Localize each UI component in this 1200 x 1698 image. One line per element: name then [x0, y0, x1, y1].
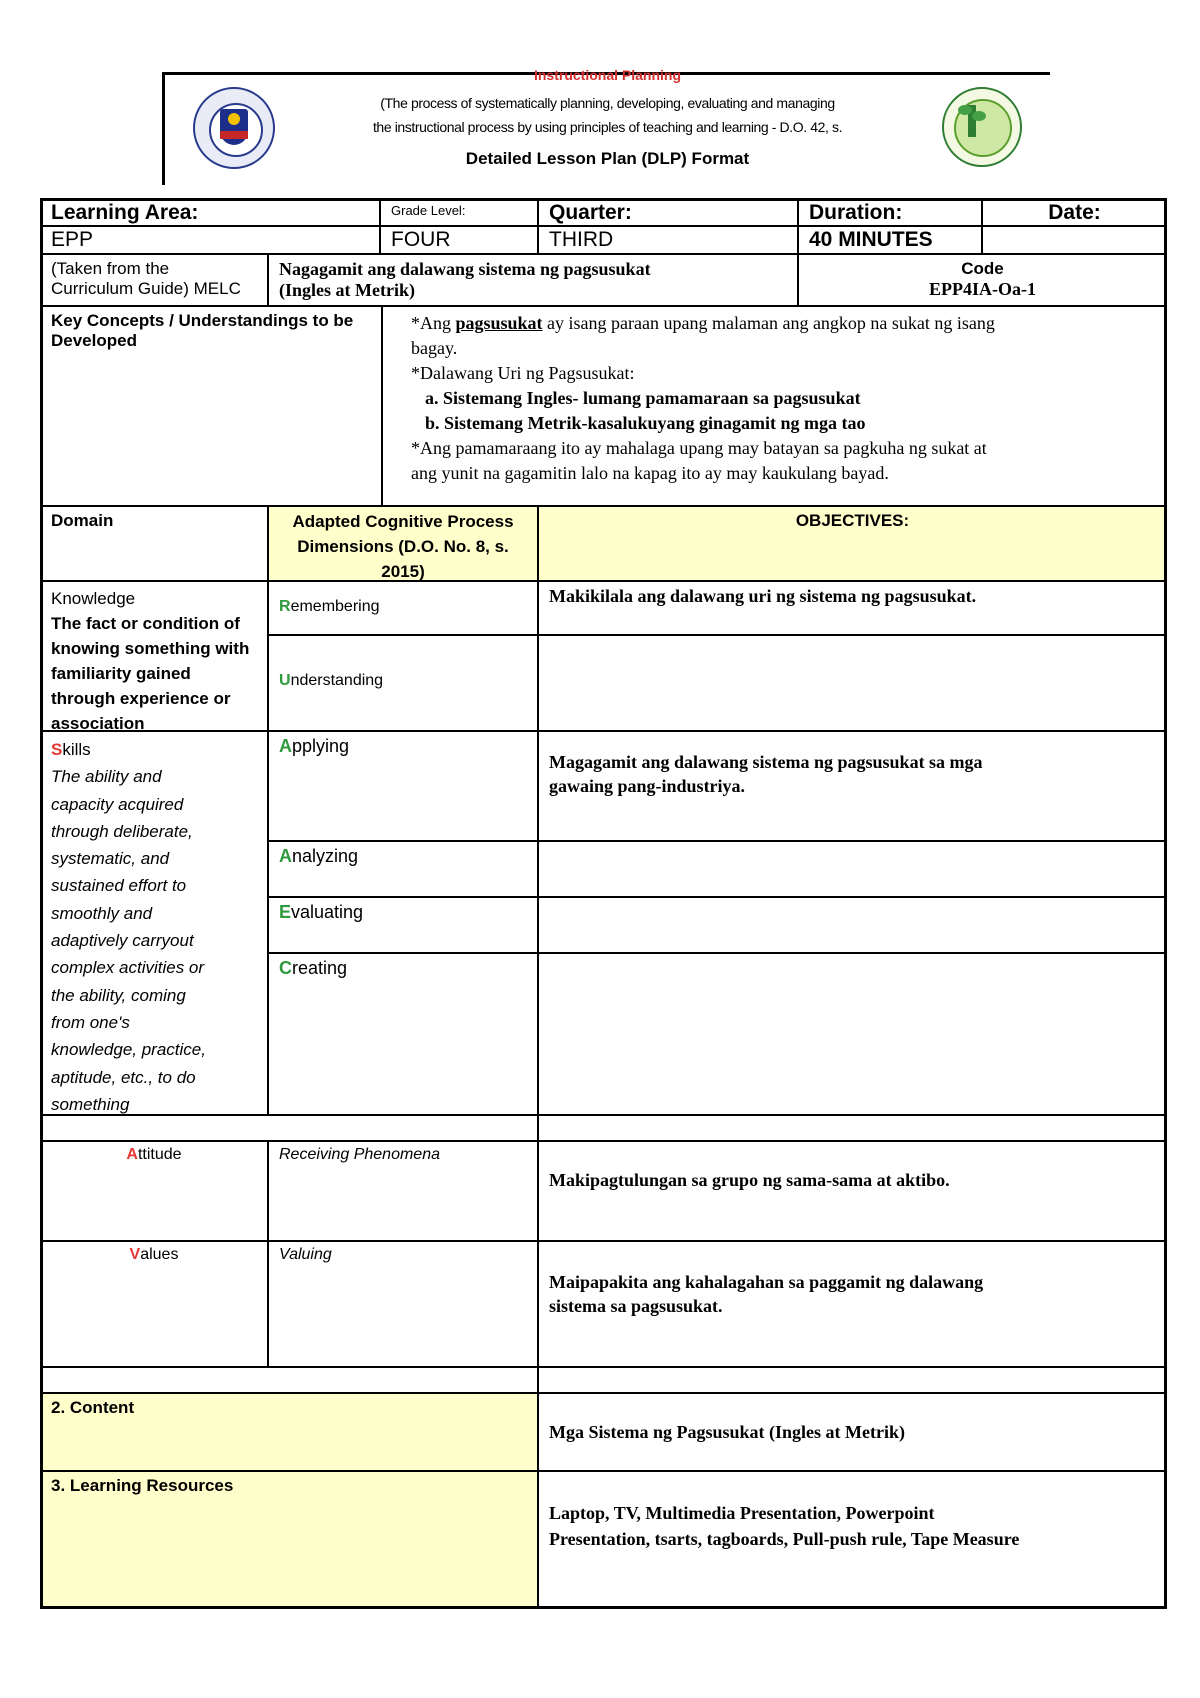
evaluating-cell: [268, 897, 538, 953]
learning-resources-line1: Laptop, TV, Multimedia Presentation, Powerpoint: [549, 1503, 935, 1523]
understanding-label: nderstanding: [290, 672, 384, 689]
spacer-row-2-left: [40, 1367, 538, 1393]
applying-objective-line2: gawaing pang-industriya.: [549, 776, 746, 796]
analyzing-cell: [268, 841, 538, 897]
spacer-row-left: [40, 1115, 538, 1141]
skills-desc-6: smoothly and: [51, 903, 153, 923]
key-concepts-line1-suffix: ay isang paraan upang malaman ang angkop na sukat ng isang: [542, 313, 995, 333]
values-objective: [538, 1241, 1167, 1367]
key-concepts-label-line2: Developed: [51, 331, 137, 350]
creating-objective: [538, 953, 1167, 1115]
values-label: alues: [140, 1246, 179, 1263]
knowledge-desc-4: through experience or: [51, 689, 231, 708]
learning-area-value: EPP: [40, 226, 380, 254]
attitude-objective: Makipagtulungan sa grupo ng sama-sama at aktibo.: [538, 1141, 1167, 1241]
key-concepts-line2: bagay.: [411, 338, 458, 358]
code-value: EPP4IA-Oa-1: [929, 279, 1036, 299]
evaluating-label: valuating: [291, 902, 364, 922]
acpd-header-line2: Dimensions (D.O. No. 8, s.: [297, 537, 509, 556]
attitude-label: ttitude: [137, 1146, 182, 1163]
key-concepts-content: [382, 306, 1167, 506]
values-objective-line1: Maipapakita ang kahalagahan sa paggamit ng dalawang: [549, 1272, 984, 1292]
analyzing-label: nalyzing: [292, 846, 359, 866]
acpd-header-line3: 2015): [381, 562, 425, 581]
code-label: Code: [961, 259, 1004, 278]
learning-resources-value: [538, 1471, 1167, 1609]
knowledge-title: Knowledge: [51, 589, 136, 608]
key-concepts-line3: *Dalawang Uri ng Pagsusukat:: [411, 363, 635, 383]
melc-text-line1: Nagagamit ang dalawang sistema ng pagsusukat: [279, 259, 651, 279]
division-seal-logo: [942, 87, 1022, 167]
skills-desc-2: capacity acquired: [51, 794, 184, 814]
header-description-line2: the instructional process by using principles of teaching and learning - D.O. 42, s.: [372, 119, 843, 135]
applying-objective: [538, 731, 1167, 841]
spacer-row-2-right: [538, 1367, 1167, 1393]
creating-initial: C: [279, 958, 292, 978]
lesson-plan-table: [40, 198, 1167, 1609]
creating-cell: [268, 953, 538, 1115]
understanding-initial: U: [279, 672, 291, 689]
knowledge-domain-cell: [40, 581, 268, 731]
values-objective-line2: sistema sa pagsusukat.: [549, 1296, 723, 1316]
key-concepts-label-line1: Key Concepts / Understandings to be: [51, 311, 354, 330]
knowledge-desc-1: The fact or condition of: [51, 614, 240, 633]
evaluating-objective: [538, 897, 1167, 953]
domain-header: Domain: [40, 506, 268, 581]
learning-area-label: Learning Area:: [40, 198, 380, 226]
understanding-objective: [538, 635, 1167, 731]
grade-level-label: Grade Level:: [380, 198, 538, 226]
knowledge-desc-5: association: [51, 714, 145, 731]
key-concepts-item-b: b. Sistemang Metrik-kasalukuyang ginagamit ng mga tao: [425, 413, 866, 433]
key-concepts-line1-prefix: *Ang: [411, 313, 456, 333]
applying-initial: A: [279, 736, 292, 756]
content-value: Mga Sistema ng Pagsusukat (Ingles at Metrik): [538, 1393, 1167, 1471]
code-cell: [798, 254, 1167, 306]
quarter-label: Quarter:: [538, 198, 798, 226]
analyzing-initial: A: [279, 846, 292, 866]
applying-objective-line1: Magagamit ang dalawang sistema ng pagsusukat sa mga: [549, 752, 983, 772]
skills-desc-10: from one's: [51, 1012, 130, 1032]
header-description-line1: (The process of systematically planning, developing, evaluating and managing: [380, 95, 835, 111]
learning-resources-label: 3. Learning Resources: [40, 1471, 538, 1609]
skills-desc-12: aptitude, etc., to do: [51, 1067, 196, 1087]
duration-value: 40 MINUTES: [798, 226, 982, 254]
analyzing-objective: [538, 841, 1167, 897]
duration-label: Duration:: [798, 198, 982, 226]
format-title: Detailed Lesson Plan (DLP) Format: [465, 149, 750, 168]
values-domain-cell: [40, 1241, 268, 1367]
skills-desc-5: sustained effort to: [51, 876, 187, 896]
skills-desc-1: The ability and: [51, 767, 162, 787]
acpd-header: [268, 506, 538, 581]
remembering-objective: Makikilala ang dalawang uri ng sistema ng pagsusukat.: [538, 581, 1167, 635]
key-concepts-label: [40, 306, 382, 506]
skills-desc-11: knowledge, practice,: [51, 1040, 206, 1060]
grade-level-value: FOUR: [380, 226, 538, 254]
skills-desc-4: systematic, and: [51, 849, 170, 869]
key-concepts-item-a: a. Sistemang Ingles- lumang pamamaraan sa pagsusukat: [425, 388, 861, 408]
spacer-row-right: [538, 1115, 1167, 1141]
skills-label: kills: [62, 740, 91, 759]
skills-desc-9: the ability, coming: [51, 985, 186, 1005]
learning-resources-line2: Presentation, tsarts, tagboards, Pull-push rule, Tape Measure: [549, 1529, 1020, 1549]
melc-text: [268, 254, 798, 306]
applying-label: pplying: [292, 736, 350, 756]
knowledge-desc-2: knowing something with: [51, 639, 250, 658]
document-header: [162, 67, 1050, 185]
skills-title: [51, 736, 257, 763]
key-term-pagsusukat: pagsusukat: [455, 313, 543, 333]
receiving-phenomena-cell: Receiving Phenomena: [268, 1141, 538, 1241]
skills-domain-cell: [40, 731, 268, 1115]
valuing-cell: Valuing: [268, 1241, 538, 1367]
understanding-cell: [268, 635, 538, 731]
melc-text-line2: (Ingles at Metrik): [279, 280, 415, 300]
key-concepts-line5: ang yunit na gagamitin lalo na kapag ito ay may kaukulang bayad.: [411, 463, 889, 483]
skills-desc-7: adaptively carryout: [51, 931, 194, 951]
acpd-header-line1: Adapted Cognitive Process: [292, 512, 514, 531]
applying-cell: [268, 731, 538, 841]
remembering-initial: R: [279, 598, 291, 615]
melc-label: [40, 254, 268, 306]
attitude-initial: A: [126, 1146, 138, 1163]
melc-label-line1: (Taken from the: [51, 259, 170, 278]
skills-desc-13: something: [51, 1094, 130, 1114]
skills-initial: S: [51, 740, 63, 759]
melc-label-line2: Curriculum Guide) MELC: [51, 279, 241, 298]
objectives-header: OBJECTIVES:: [538, 506, 1167, 581]
skills-desc-8: complex activities or: [51, 958, 205, 978]
knowledge-desc-3: familiarity gained: [51, 664, 191, 683]
date-label: Date:: [982, 198, 1167, 226]
attitude-domain-cell: [40, 1141, 268, 1241]
skills-desc-3: through deliberate,: [51, 821, 193, 841]
evaluating-initial: E: [279, 902, 292, 922]
remembering-cell: [268, 581, 538, 635]
creating-label: reating: [292, 958, 348, 978]
content-label: 2. Content: [40, 1393, 538, 1471]
remembering-label: emembering: [290, 598, 380, 615]
quarter-value: THIRD: [538, 226, 798, 254]
header-title: Instructional Planning: [533, 67, 681, 83]
date-value: [982, 226, 1167, 254]
values-initial: V: [129, 1246, 141, 1263]
key-concepts-line4: *Ang pamamaraang ito ay mahalaga upang may batayan sa pagkuha ng sukat at: [411, 438, 987, 458]
key-concepts-line1: [411, 311, 1156, 336]
